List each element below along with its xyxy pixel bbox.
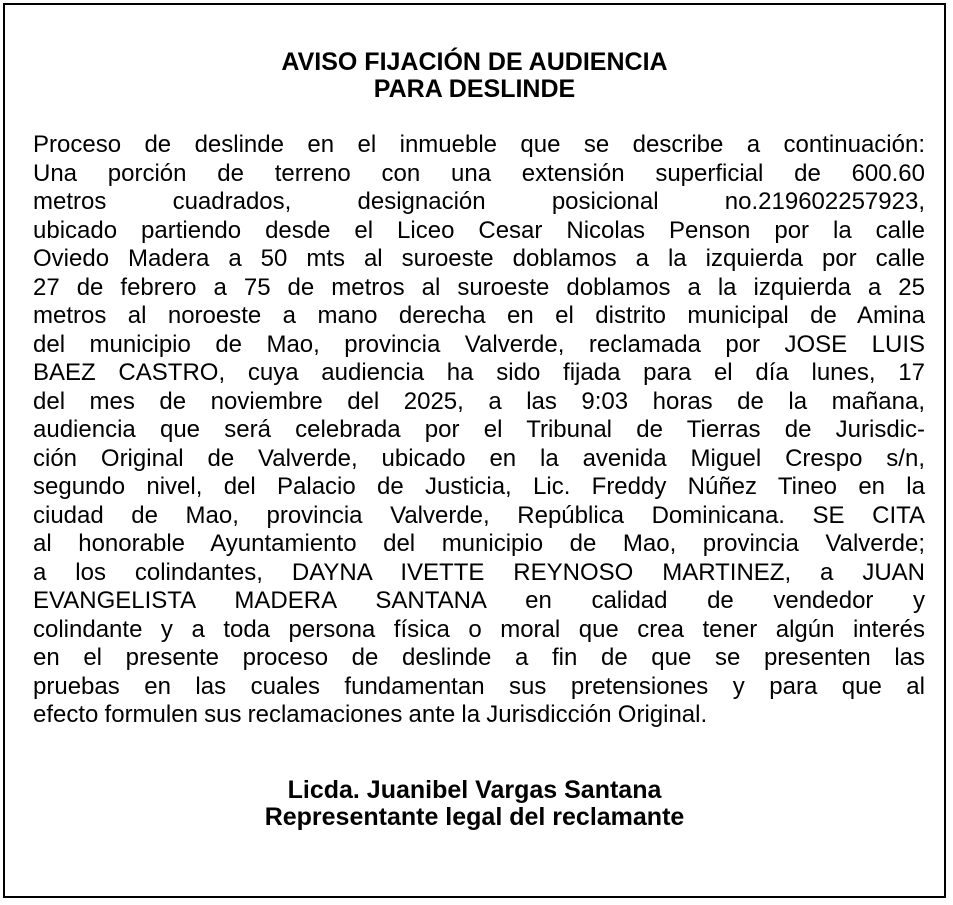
notice-body-line: del mes de noviembre del 2025, a las 9:03 horas de la mañana,	[33, 387, 925, 415]
signature-block	[5, 777, 944, 831]
notice-body-line: metros cuadrados, designación posicional no.219602257923,	[33, 188, 925, 215]
notice-body-line: Oviedo Madera a 50 mts al suroeste doblamos a la izquierda por calle	[33, 245, 925, 272]
notice-title-line-2: PARA DESLINDE	[373, 75, 576, 103]
notice-body-line: efecto formulen sus reclamaciones ante la Jurisdicción Original.	[33, 701, 708, 728]
notice-body-line: Proceso de deslinde en el inmueble que se describe a continuación:	[33, 131, 925, 158]
signature-role: Representante legal del reclamante	[264, 803, 685, 831]
notice-body-line: metros al noroeste a mano derecha en el distrito municipal de Amina	[33, 302, 925, 329]
notice-body-line: del municipio de Mao, provincia Valverde, reclamada por JOSE LUIS	[33, 330, 925, 358]
notice-body-line: ción Original de Valverde, ubicado en la avenida Miguel Crespo s/n,	[33, 444, 925, 472]
notice-body-line: BAEZ CASTRO, cuya audiencia ha sido fijada para el día lunes, 17	[33, 359, 925, 386]
signature-name: Licda. Juanibel Vargas Santana	[287, 776, 662, 804]
notice-body-line: segundo nivel, del Palacio de Justicia, Lic. Freddy Núñez Tineo en la	[33, 473, 925, 500]
notice-body	[33, 131, 925, 730]
notice-title-line-1: AVISO FIJACIÓN DE AUDIENCIA	[281, 48, 668, 76]
notice-body-line: a los colindantes, DAYNA IVETTE REYNOSO MARTINEZ, a JUAN	[33, 558, 925, 586]
notice-body-line: audiencia que será celebrada por el Tribunal de Tierras de Jurisdic-	[33, 416, 925, 443]
notice-body-line: 27 de febrero a 75 de metros al suroeste doblamos a la izquierda a 25	[33, 273, 925, 301]
notice-body-line: Una porción de terreno con una extensión superficial de 600.60	[33, 159, 925, 187]
notice-body-line: en el presente proceso de deslinde a fin de que se presenten las	[33, 644, 925, 671]
notice-body-line: ciudad de Mao, provincia Valverde, República Dominicana. SE CITA	[33, 501, 925, 529]
legal-notice-frame	[3, 3, 946, 898]
notice-body-line: pruebas en las cuales fundamentan sus pretensiones y para que al	[33, 672, 925, 700]
notice-body-line: EVANGELISTA MADERA SANTANA en calidad de vendedor y	[33, 587, 925, 614]
notice-body-line: al honorable Ayuntamiento del municipio de Mao, provincia Valverde;	[33, 530, 925, 557]
notice-title	[5, 49, 944, 103]
notice-body-line: ubicado partiendo desde el Liceo Cesar Nicolas Penson por la calle	[33, 216, 925, 244]
notice-body-line: colindante y a toda persona física o moral que crea tener algún interés	[33, 615, 925, 643]
